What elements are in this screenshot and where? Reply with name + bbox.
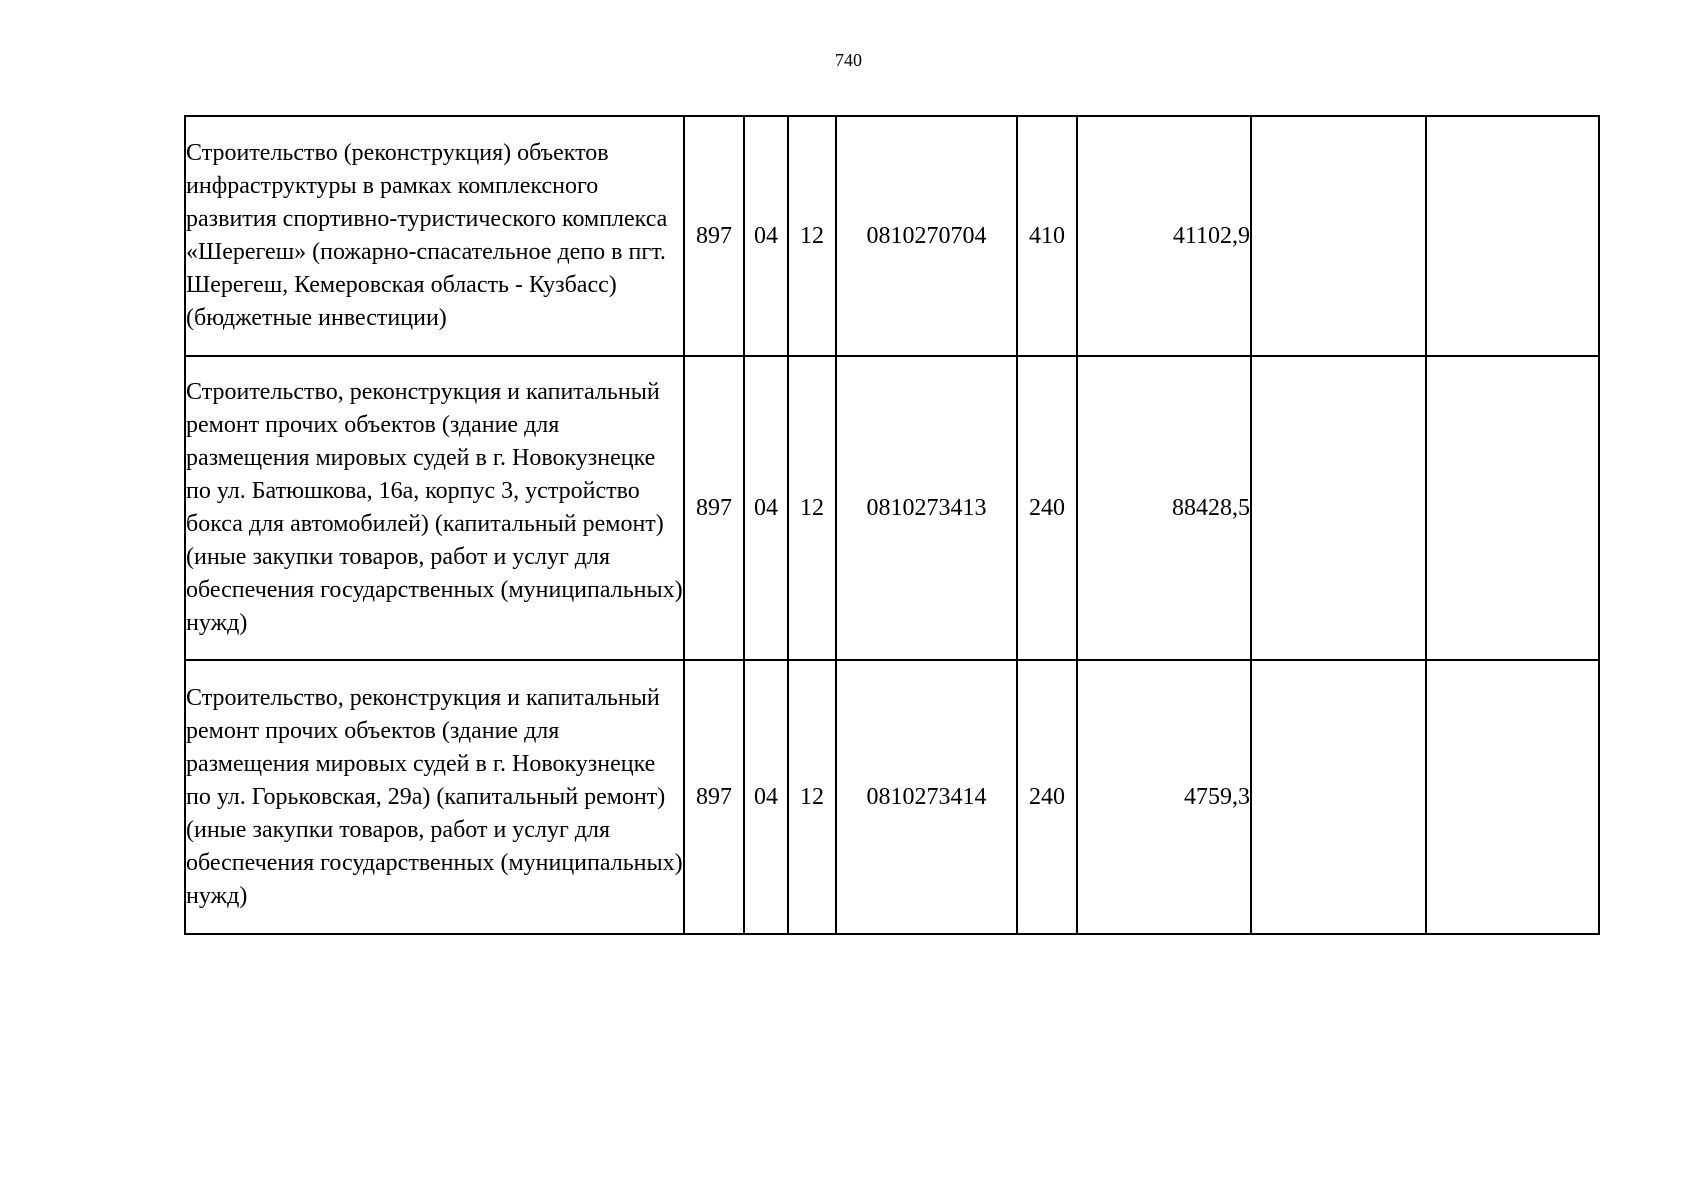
budget-table (184, 115, 1600, 935)
subsection-code: 12 (788, 116, 836, 356)
expense-type-code: 410 (1017, 116, 1077, 356)
expense-type-code: 240 (1017, 660, 1077, 934)
ministry-code: 897 (684, 356, 744, 660)
table-row (185, 660, 1599, 934)
page-number: 740 (835, 50, 862, 70)
target-article-code: 0810273413 (836, 356, 1017, 660)
empty-cell (1426, 356, 1599, 660)
target-article-code: 0810273414 (836, 660, 1017, 934)
table-row (185, 356, 1599, 660)
row-description: Строительство (реконструкция) объектов инфраструктуры в рамках комплексного развития спортивно-туристического комплекса «Шерегеш» (пожарно-спасательное депо в пгт. Шерегеш, Кемеровская область - Кузбасс) (бюджетные инвестиции) (185, 116, 684, 356)
table-row (185, 116, 1599, 356)
empty-cell (1426, 660, 1599, 934)
amount: 88428,5 (1077, 356, 1251, 660)
empty-cell (1426, 116, 1599, 356)
empty-cell (1251, 356, 1426, 660)
row-description: Строительство, реконструкция и капитальный ремонт прочих объектов (здание для размещения мировых судей в г. Новокузнецке по ул. Горьковская, 29а) (капитальный ремонт) (иные закупки товаров, работ и услуг для обеспечения государственных (муниципальных) нужд) (185, 660, 684, 934)
ministry-code: 897 (684, 660, 744, 934)
section-code: 04 (744, 660, 788, 934)
section-code: 04 (744, 356, 788, 660)
empty-cell (1251, 116, 1426, 356)
empty-cell (1251, 660, 1426, 934)
expense-type-code: 240 (1017, 356, 1077, 660)
ministry-code: 897 (684, 116, 744, 356)
section-code: 04 (744, 116, 788, 356)
row-description: Строительство, реконструкция и капитальный ремонт прочих объектов (здание для размещения мировых судей в г. Новокузнецке по ул. Батюшкова, 16а, корпус 3, устройство бокса для автомобилей) (капитальный ремонт) (иные закупки товаров, работ и услуг для обеспечения государственных (муниципальных) нужд) (185, 356, 684, 660)
subsection-code: 12 (788, 660, 836, 934)
target-article-code: 0810270704 (836, 116, 1017, 356)
subsection-code: 12 (788, 356, 836, 660)
amount: 4759,3 (1077, 660, 1251, 934)
amount: 41102,9 (1077, 116, 1251, 356)
